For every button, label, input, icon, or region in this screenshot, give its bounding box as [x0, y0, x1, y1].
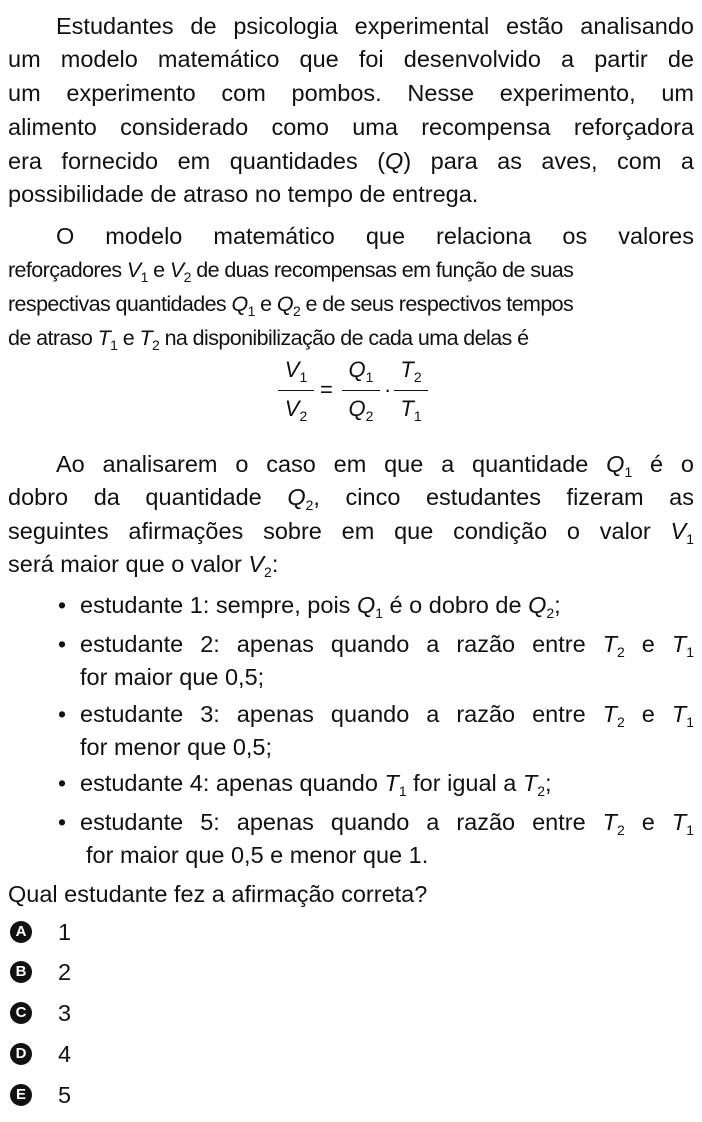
statement-1: estudante 1: sempre, pois $Q_1$ é o dobro de $Q_2$; — [80, 592, 561, 621]
intro-text: Estudantes de psicologia experimental estão analisando — [56, 13, 694, 39]
option-d-value: 4 — [58, 1041, 72, 1067]
option-c-badge-icon: C — [10, 1002, 32, 1024]
intro-line-2 — [8, 43, 694, 76]
var-T2: T — [139, 326, 153, 350]
statement-3-cont: for menor que 0,5; — [80, 734, 273, 760]
option-e-value: 5 — [58, 1082, 72, 1108]
model-formula — [278, 356, 438, 436]
var-Q2: Q — [276, 292, 293, 316]
fraction-v1-v2: $V_1$ $V_2$ — [278, 356, 314, 423]
fraction-bar — [342, 390, 380, 391]
intro-line-1 — [56, 10, 694, 43]
option-c-value: 3 — [58, 1000, 72, 1026]
case-line-3: seguintes afirmações sobre em que condição o valor $V_1$ — [8, 518, 694, 547]
model-text: O modelo matemático que relaciona os valores — [56, 223, 694, 249]
intro-text: possibilidade de atraso no tempo de entrega. — [8, 181, 479, 207]
case-line-4: será maior que o valor $V_2$: — [8, 551, 279, 580]
model-line-3: respectivas quantidades $Q_1$ e $Q_2$ e de seus respectivos tempos — [8, 292, 574, 319]
statement-5-cont: for maior que 0,5 e menor que 1. — [86, 842, 429, 868]
fraction-t2-t1: $T_2$ $T_1$ — [394, 356, 428, 423]
var-V1: V — [670, 518, 687, 544]
bullet-icon: • — [58, 809, 67, 835]
intro-text: um experimento com pombos. Nesse experimento, um — [8, 80, 694, 106]
equals-sign: = — [320, 377, 333, 402]
multiply-dot: · — [384, 377, 392, 402]
var-Q: Q — [385, 148, 404, 174]
var-Q1: Q — [231, 292, 248, 316]
intro-line-4 — [8, 111, 694, 144]
case-line-2: dobro da quantidade $Q_2$, cinco estudantes fizeram as — [8, 484, 694, 513]
var-Q2: Q — [287, 484, 306, 510]
fraction-bar — [278, 390, 314, 391]
option-b-badge-icon: B — [10, 961, 32, 983]
bullet-icon: • — [58, 701, 67, 727]
var-T1: T — [97, 326, 111, 350]
intro-text: um modelo matemático que foi desenvolvido a partir de — [8, 46, 694, 72]
option-a-badge-icon: A — [10, 921, 32, 943]
bullet-icon: • — [58, 770, 67, 796]
model-line-4: de atraso $T_1$ e $T_2$ na disponibilização de cada uma delas é — [8, 326, 529, 353]
case-line-1: Ao analisarem o caso em que a quantidade $Q_1$ é o — [56, 451, 695, 480]
fraction-bar — [394, 390, 428, 391]
statement-4: estudante 4: apenas quando $T_1$ for igual a $T_2$; — [80, 770, 552, 799]
var-V2: V — [169, 258, 184, 282]
var-V2: V — [248, 551, 265, 577]
statement-5: estudante 5: apenas quando a razão entre $T_2$ e $T_1$ — [80, 809, 694, 838]
fraction-q1-q2: $Q_1$ $Q_2$ — [342, 356, 380, 423]
intro-line-5 — [8, 145, 694, 178]
intro-text: era fornecido em quantidades ( — [8, 148, 386, 174]
bullet-icon: • — [58, 592, 67, 618]
var-V1: V — [126, 258, 141, 282]
statement-2: estudante 2: apenas quando a razão entre $T_2$ e $T_1$ — [80, 631, 694, 660]
option-d-badge-icon: D — [10, 1043, 32, 1065]
option-a-value: 1 — [58, 919, 72, 945]
intro-line-3 — [8, 77, 694, 110]
intro-line-6 — [8, 178, 694, 211]
option-e-badge-icon: E — [10, 1084, 32, 1106]
model-line-2: reforçadores $V_1$ e $V_2$ de duas recompensas em função de suas — [8, 258, 574, 285]
var-Q1: Q — [606, 451, 625, 477]
model-line-1 — [56, 220, 694, 253]
statement-2-cont: for maior que 0,5; — [80, 664, 265, 690]
question-text: Qual estudante fez a afirmação correta? — [8, 881, 428, 907]
bullet-icon: • — [58, 631, 67, 657]
option-b-value: 2 — [58, 959, 72, 985]
intro-text: ) para as aves, com a — [403, 148, 694, 174]
intro-text: alimento considerado como uma recompensa reforçadora — [8, 114, 694, 140]
statement-3: estudante 3: apenas quando a razão entre $T_2$ e $T_1$ — [80, 701, 694, 730]
